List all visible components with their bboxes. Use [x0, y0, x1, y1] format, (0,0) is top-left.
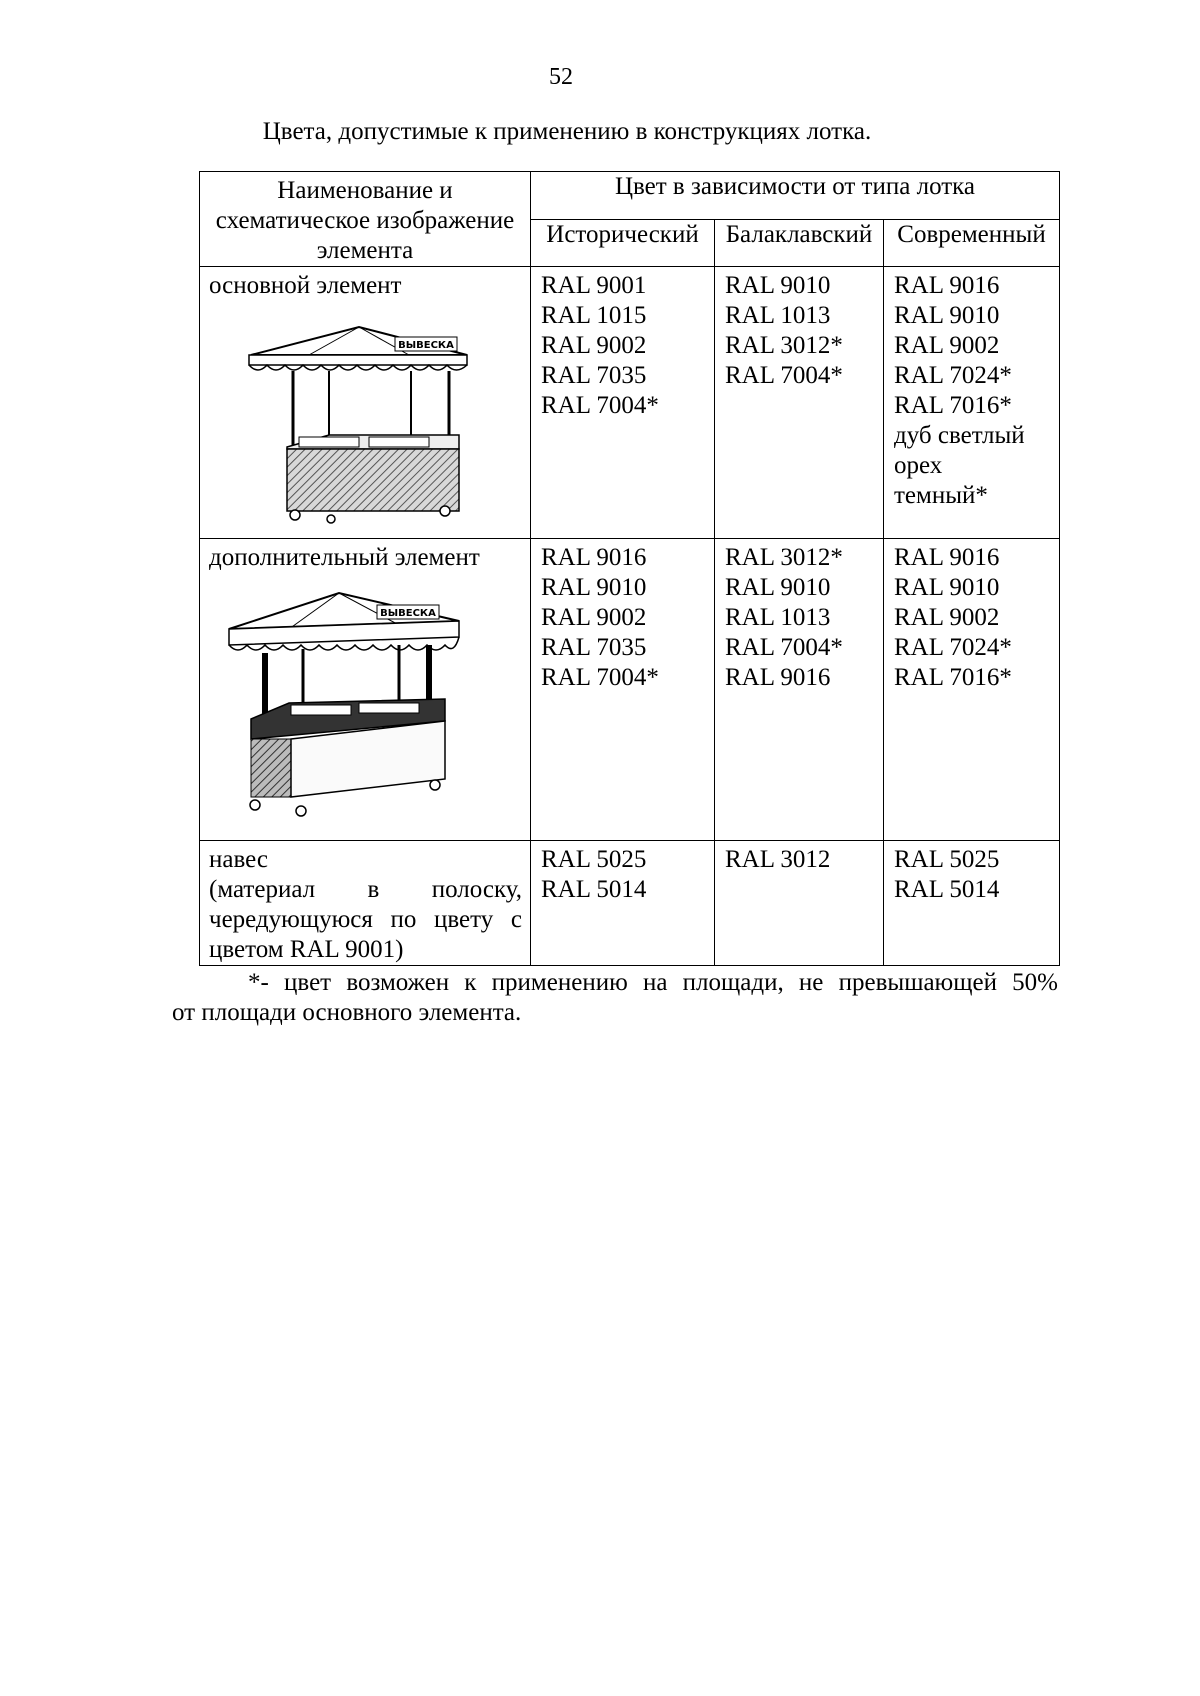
header-name-column: Наименование и схематическое изображение элемента [200, 172, 531, 267]
color-value: RAL 1013 [725, 302, 831, 329]
element-name-cell [200, 841, 531, 966]
color-cell-modern [884, 267, 1060, 539]
color-value: RAL 7035 [541, 634, 647, 661]
color-value: RAL 1013 [725, 604, 831, 631]
color-value: RAL 9010 [894, 574, 1000, 601]
element-name: основной элемент [209, 272, 402, 299]
kiosk-sign-text: ВЫВЕСКА [398, 340, 454, 351]
color-value: RAL 5014 [894, 876, 1000, 903]
document-title: Цвета, допустимые к применению в конструкциях лотка. [262, 118, 872, 145]
color-value: RAL 7035 [541, 362, 647, 389]
color-value: дуб светлый [894, 422, 1025, 449]
color-value: RAL 7004* [725, 362, 843, 389]
color-value: RAL 5025 [541, 846, 647, 873]
table-row-awning [200, 841, 1060, 966]
table-row-additional-element [200, 539, 1060, 841]
color-cell-balaklava [715, 267, 884, 539]
additional-element-kiosk-illustration [209, 579, 471, 829]
kiosk-sign-text: ВЫВЕСКА [380, 608, 436, 619]
color-cell-modern [884, 841, 1060, 966]
color-cell-historical [531, 841, 715, 966]
color-cell-balaklava [715, 841, 884, 966]
page-number: 52 [549, 64, 573, 90]
color-value: RAL 9010 [725, 574, 831, 601]
element-name-cell [200, 539, 531, 841]
footnote [172, 968, 1058, 1028]
color-value: RAL 9010 [894, 302, 1000, 329]
header-type-historical: Исторический [531, 219, 715, 267]
color-cell-balaklava [715, 539, 884, 841]
color-cell-modern [884, 539, 1060, 841]
color-value: RAL 9016 [725, 664, 831, 691]
color-value: RAL 9010 [541, 574, 647, 601]
color-value: RAL 9002 [541, 332, 647, 359]
table-row-main-element [200, 267, 1060, 539]
color-value: RAL 7024* [894, 634, 1012, 661]
table-header-row [200, 172, 1060, 220]
color-value: RAL 7016* [894, 664, 1012, 691]
header-type-modern: Современный [884, 219, 1060, 267]
color-value: RAL 7004* [725, 634, 843, 661]
color-value: темный* [894, 482, 988, 509]
color-value: RAL 3012* [725, 332, 843, 359]
color-value: RAL 9010 [725, 272, 831, 299]
color-value: RAL 5025 [894, 846, 1000, 873]
color-value: RAL 3012 [725, 846, 831, 873]
color-value: RAL 3012* [725, 544, 843, 571]
color-value: RAL 9016 [541, 544, 647, 571]
main-element-kiosk-illustration [209, 307, 471, 527]
color-value: RAL 9016 [894, 272, 1000, 299]
color-value: RAL 9016 [894, 544, 1000, 571]
color-value: RAL 5014 [541, 876, 647, 903]
color-value: RAL 7004* [541, 392, 659, 419]
color-value: RAL 1015 [541, 302, 647, 329]
color-value: RAL 7016* [894, 392, 1012, 419]
element-name: дополнительный элемент [209, 544, 480, 571]
element-name-cell [200, 267, 531, 539]
color-value: RAL 9001 [541, 272, 647, 299]
color-cell-historical [531, 539, 715, 841]
color-value: RAL 7004* [541, 664, 659, 691]
element-name: навес [209, 846, 268, 873]
colors-table [199, 171, 1060, 966]
color-value: RAL 9002 [894, 604, 1000, 631]
footnote-line-1: *- цвет возможен к применению на площади, не превышающей 50% [248, 969, 1058, 996]
element-name-detail: (материал в полоску, чередующуюся по цвету с цветом RAL 9001) [209, 876, 522, 963]
footnote-line-2: от площади основного элемента. [172, 999, 522, 1026]
color-value: орех [894, 452, 943, 479]
header-color-group: Цвет в зависимости от типа лотка [531, 172, 1060, 220]
color-value: RAL 9002 [894, 332, 1000, 359]
header-type-balaklava: Балаклавский [715, 219, 884, 267]
color-value: RAL 7024* [894, 362, 1012, 389]
color-value: RAL 9002 [541, 604, 647, 631]
color-cell-historical [531, 267, 715, 539]
